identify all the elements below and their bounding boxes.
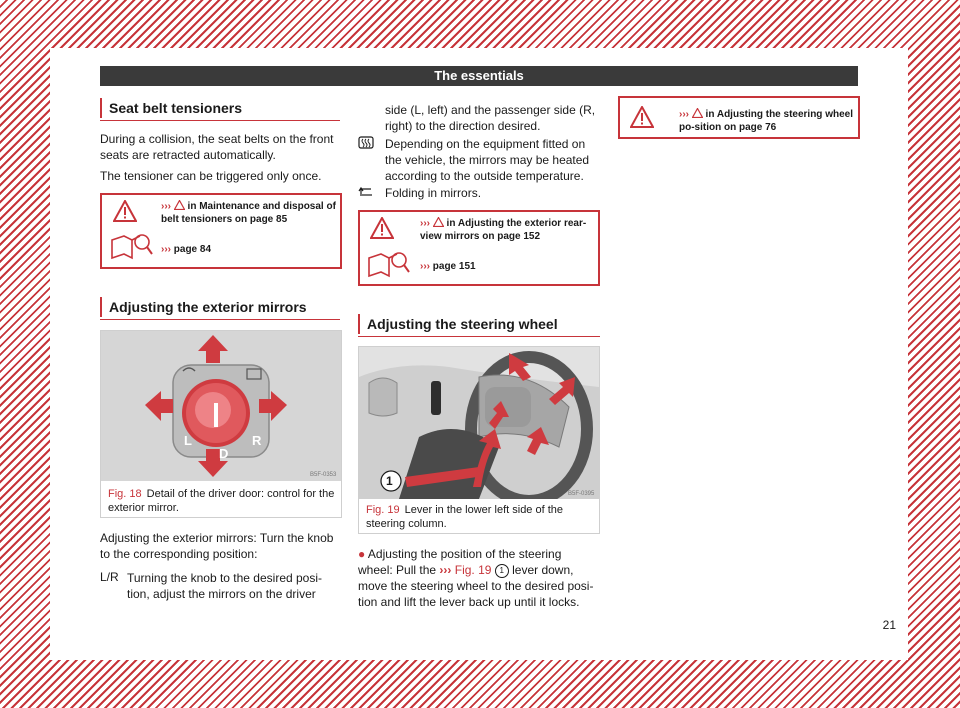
warning-ref-text[interactable]: in Maintenance and disposal of belt tensioners on page 85 bbox=[161, 201, 336, 225]
warning-ref-belt-tensioners bbox=[161, 200, 337, 226]
knob-letter-d: D bbox=[219, 446, 229, 461]
key-lr: L/R bbox=[100, 570, 119, 584]
page-ref-84 bbox=[161, 243, 331, 256]
figure-link[interactable]: Fig. 19 bbox=[454, 563, 492, 577]
page-ref-text[interactable]: page 84 bbox=[173, 244, 212, 255]
warning-ref-text[interactable]: in Adjusting the steering wheel po-sition on page 76 bbox=[679, 109, 853, 133]
warning-triangle-icon bbox=[113, 200, 137, 222]
mini-warning-icon bbox=[692, 108, 703, 118]
ref-arrow-icon: ››› bbox=[439, 563, 452, 577]
folding-mirror-icon bbox=[358, 186, 374, 197]
book-icon bbox=[110, 232, 154, 260]
warning-triangle-icon bbox=[630, 106, 654, 128]
paragraph-heated-mirrors: Depending on the equipment fitted on the vehicle, the mirrors may be heated according to the outside temperature. bbox=[385, 137, 590, 183]
paragraph-steering-adjust bbox=[358, 546, 598, 610]
section-underline bbox=[100, 120, 340, 121]
section-title-steering-wheel: Adjusting the steering wheel bbox=[358, 314, 558, 334]
bullet-icon: ● bbox=[358, 547, 366, 561]
steer-text-a: Adjusting the position of the steering wheel: Pull the bbox=[358, 547, 562, 577]
ref-arrow-icon: ››› bbox=[420, 218, 430, 229]
warning-ref-steering-wheel bbox=[679, 108, 854, 134]
section-title-seat-belt-tensioners: Seat belt tensioners bbox=[100, 98, 242, 118]
page-ref-151 bbox=[420, 260, 590, 273]
figure-code: B5F-0395 bbox=[568, 491, 595, 497]
mini-warning-icon bbox=[174, 200, 185, 210]
paragraph-mirror-knob: Adjusting the exterior mirrors: Turn the knob to the corresponding position: bbox=[100, 531, 334, 561]
warning-ref-exterior-mirrors bbox=[420, 217, 594, 243]
figure-19-caption bbox=[366, 503, 594, 531]
figure-code: B5F-0353 bbox=[310, 472, 337, 478]
mini-warning-icon bbox=[433, 217, 444, 227]
caption-text: Lever in the lower left side of the steering column. bbox=[366, 504, 564, 530]
chapter-header: The essentials bbox=[100, 66, 858, 86]
knob-letter-r: R bbox=[252, 433, 262, 448]
warning-ref-text[interactable]: in Adjusting the exterior rear-view mirrors on page 152 bbox=[420, 218, 587, 242]
paragraph-folding-mirrors: Folding in mirrors. bbox=[385, 186, 482, 200]
knob-letter-l: L bbox=[184, 433, 192, 448]
callout-number: 1 bbox=[495, 564, 509, 578]
warning-triangle-icon bbox=[370, 217, 394, 239]
caption-text: Detail of the driver door: control for the exterior mirror. bbox=[108, 488, 335, 514]
heated-mirror-icon bbox=[358, 136, 374, 149]
steering-wheel-illustration bbox=[359, 347, 599, 499]
section-underline bbox=[358, 336, 600, 337]
lr-description: Turning the knob to the desired posi-tion, adjust the mirrors on the driver bbox=[127, 571, 323, 601]
paragraph-tensioner-once: The tensioner can be triggered only once. bbox=[100, 169, 322, 183]
page-number: 21 bbox=[882, 618, 896, 632]
paragraph-collision: During a collision, the seat belts on the front seats are retracted automatically. bbox=[100, 132, 334, 162]
ref-arrow-icon: ››› bbox=[420, 261, 430, 272]
figure-label: Fig. 19 bbox=[366, 504, 400, 516]
ref-arrow-icon: ››› bbox=[161, 201, 171, 212]
section-title-exterior-mirrors: Adjusting the exterior mirrors bbox=[100, 297, 307, 317]
figure-callout-1: 1 bbox=[386, 474, 393, 488]
steer-text-b: lever down, move the steering wheel to the desired posi-tion and lift the lever back up until it locks. bbox=[358, 563, 594, 609]
section-underline bbox=[100, 319, 340, 320]
book-icon bbox=[367, 250, 411, 278]
figure-label: Fig. 18 bbox=[108, 488, 142, 500]
paragraph-mirror-continued: side (L, left) and the passenger side (R, right) to the direction desired. bbox=[385, 103, 596, 133]
page-ref-text[interactable]: page 151 bbox=[432, 261, 476, 272]
figure-18-caption bbox=[108, 487, 336, 515]
ref-arrow-icon: ››› bbox=[161, 244, 171, 255]
ref-arrow-icon: ››› bbox=[679, 109, 689, 120]
